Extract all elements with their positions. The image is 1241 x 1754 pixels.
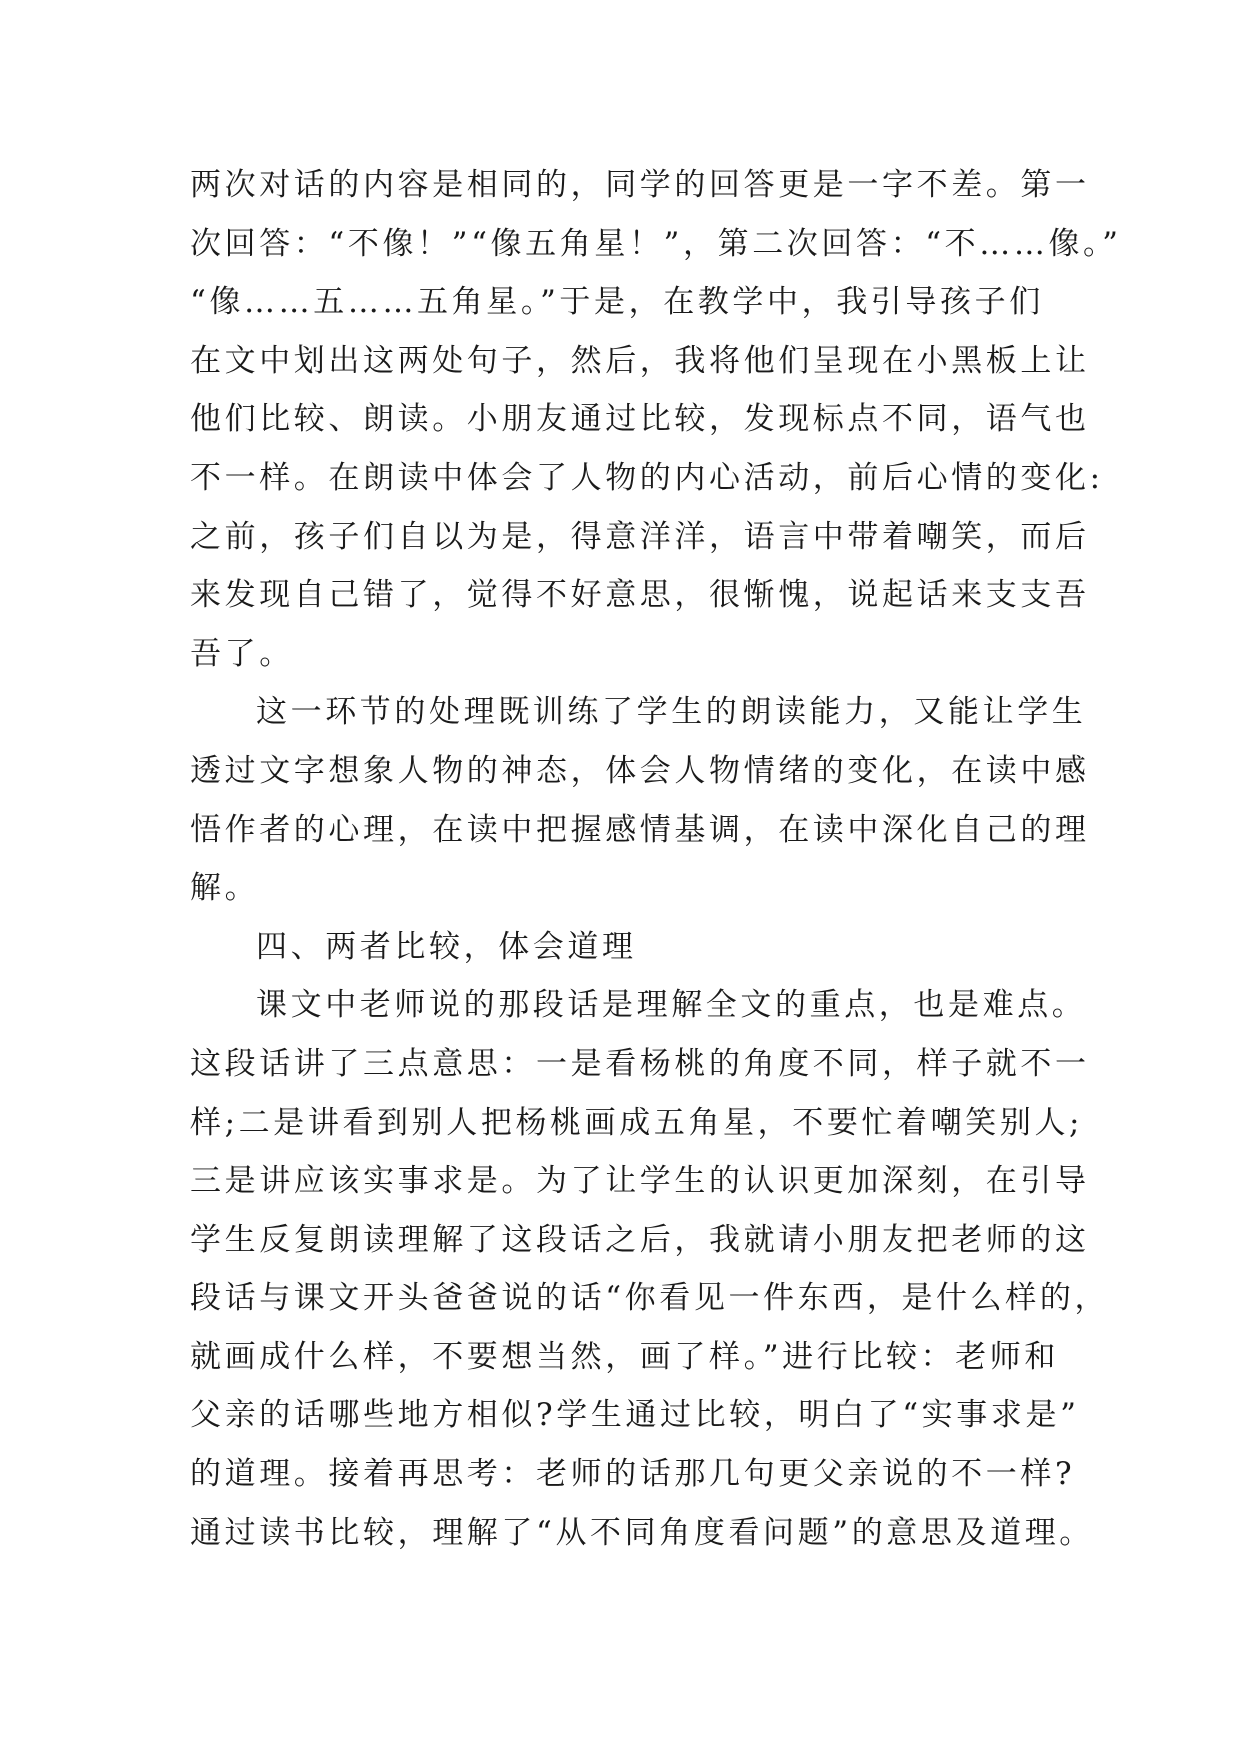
text-line: 段话与课文开头爸爸说的话“你看见一件东西，是什么样的， bbox=[190, 1280, 1110, 1317]
text-line: 不一样。在朗读中体会了人物的内心活动，前后心情的变化: bbox=[190, 459, 1104, 496]
text-line: 次回答：“不像！”“像五角星！”，第二次回答：“不……像。” bbox=[190, 225, 1122, 262]
text-line: 吾了。 bbox=[190, 635, 294, 672]
text-line: “像……五……五角星。”于是，在教学中，我引导孩子们 bbox=[190, 284, 1044, 321]
document-body bbox=[190, 156, 1122, 1562]
text-line: 就画成什么样，不要想当然，画了样。”进行比较：老师和 bbox=[190, 1338, 1059, 1375]
paragraph-first-line: 这一环节的处理既训练了学生的朗读能力，又能让学生 bbox=[256, 694, 1087, 731]
text-line: 两次对话的内容是相同的，同学的回答更是一字不差。第一 bbox=[190, 167, 1090, 203]
text-line: 的道理。接着再思考：老师的话那几句更父亲说的不一样? bbox=[190, 1456, 1076, 1493]
text-line: 解。 bbox=[190, 870, 260, 907]
text-line: 样;二是讲看到别人把杨桃画成五角星，不要忙着嘲笑别人; bbox=[190, 1104, 1084, 1141]
text-line: 之前，孩子们自以为是，得意洋洋，语言中带着嘲笑，而后 bbox=[190, 518, 1090, 555]
section-heading: 四、两者比较，体会道理 bbox=[256, 928, 637, 965]
text-line: 父亲的话哪些地方相似?学生通过比较，明白了“实事求是” bbox=[190, 1397, 1080, 1434]
text-line: 在文中划出这两处句子，然后，我将他们呈现在小黑板上让 bbox=[190, 342, 1090, 379]
text-line: 这段话讲了三点意思：一是看杨桃的角度不同，样子就不一 bbox=[190, 1045, 1090, 1082]
paragraph-first-line: 课文中老师说的那段话是理解全文的重点，也是难点。 bbox=[256, 987, 1087, 1024]
text-line: 通过读书比较，理解了“从不同角度看问题”的意思及道理。 bbox=[190, 1514, 1094, 1551]
text-line: 悟作者的心理，在读中把握感情基调，在读中深化自己的理 bbox=[190, 811, 1090, 848]
text-line: 学生反复朗读理解了这段话之后，我就请小朋友把老师的这 bbox=[190, 1221, 1090, 1258]
text-line: 透过文字想象人物的神态，体会人物情绪的变化，在读中感 bbox=[190, 752, 1090, 789]
text-line: 来发现自己错了，觉得不好意思，很惭愧，说起话来支支吾 bbox=[190, 577, 1090, 614]
text-line: 三是讲应该实事求是。为了让学生的认识更加深刻，在引导 bbox=[190, 1163, 1090, 1200]
text-line: 他们比较、朗读。小朋友通过比较，发现标点不同，语气也 bbox=[190, 401, 1090, 438]
